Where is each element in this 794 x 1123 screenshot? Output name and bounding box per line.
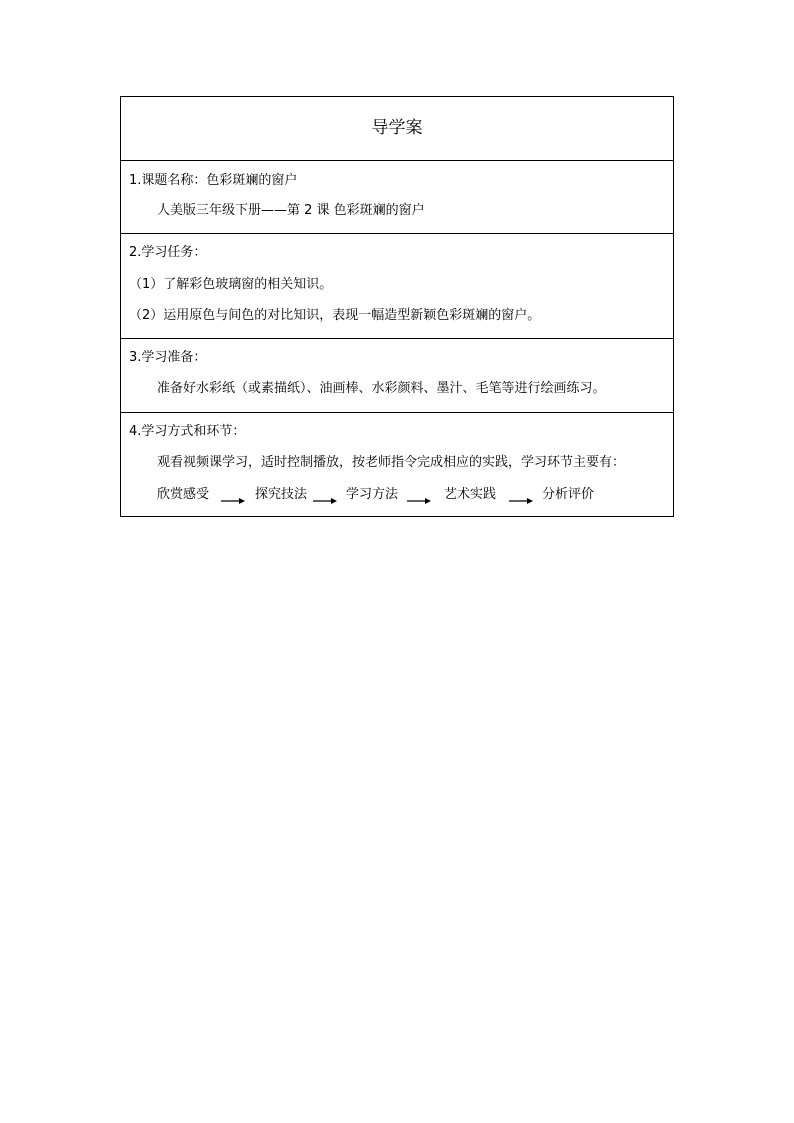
task-item-1: （1）了解彩色玻璃窗的相关知识。: [129, 277, 333, 292]
right-arrow-icon: [407, 496, 431, 506]
title-row: [121, 97, 673, 160]
section1-detail: 人美版三年级下册——第 2 课 色彩斑斓的窗户: [157, 203, 425, 218]
section2-heading: 2.学习任务：: [129, 245, 207, 260]
flow-step-appreciate: 欣赏感受: [157, 487, 210, 502]
flow-step-method: 学习方法: [346, 487, 399, 502]
right-arrow-icon: [313, 496, 337, 506]
right-arrow-icon: [221, 496, 245, 506]
flow-step-practice: 艺术实践: [444, 487, 497, 502]
right-arrow-icon: [509, 496, 533, 506]
task-item-2: （2）运用原色与间色的对比知识，表现一幅造型新颖色彩斑斓的窗户。: [129, 308, 541, 323]
section-learning-tasks: [121, 233, 673, 338]
section-preparation: [121, 338, 673, 412]
section3-detail: 准备好水彩纸（或素描纸）、油画棒、水彩颜料、墨汁、毛笔等进行绘画练习。: [157, 381, 606, 396]
document-title: 导学案: [371, 118, 423, 138]
section-course-name: [121, 160, 673, 233]
flow-step-explore: 探究技法: [255, 487, 308, 502]
learning-flow: [157, 487, 657, 511]
section4-detail: 观看视频课学习，适时控制播放，按老师指令完成相应的实践，学习环节主要有：: [157, 455, 626, 470]
section-methods: [121, 412, 673, 516]
study-guide-table: [120, 96, 674, 517]
flow-step-evaluate: 分析评价: [542, 487, 595, 502]
section3-heading: 3.学习准备：: [129, 350, 207, 365]
section1-heading: 1.课题名称：色彩斑斓的窗户: [129, 173, 298, 188]
section4-heading: 4.学习方式和环节：: [129, 424, 246, 439]
